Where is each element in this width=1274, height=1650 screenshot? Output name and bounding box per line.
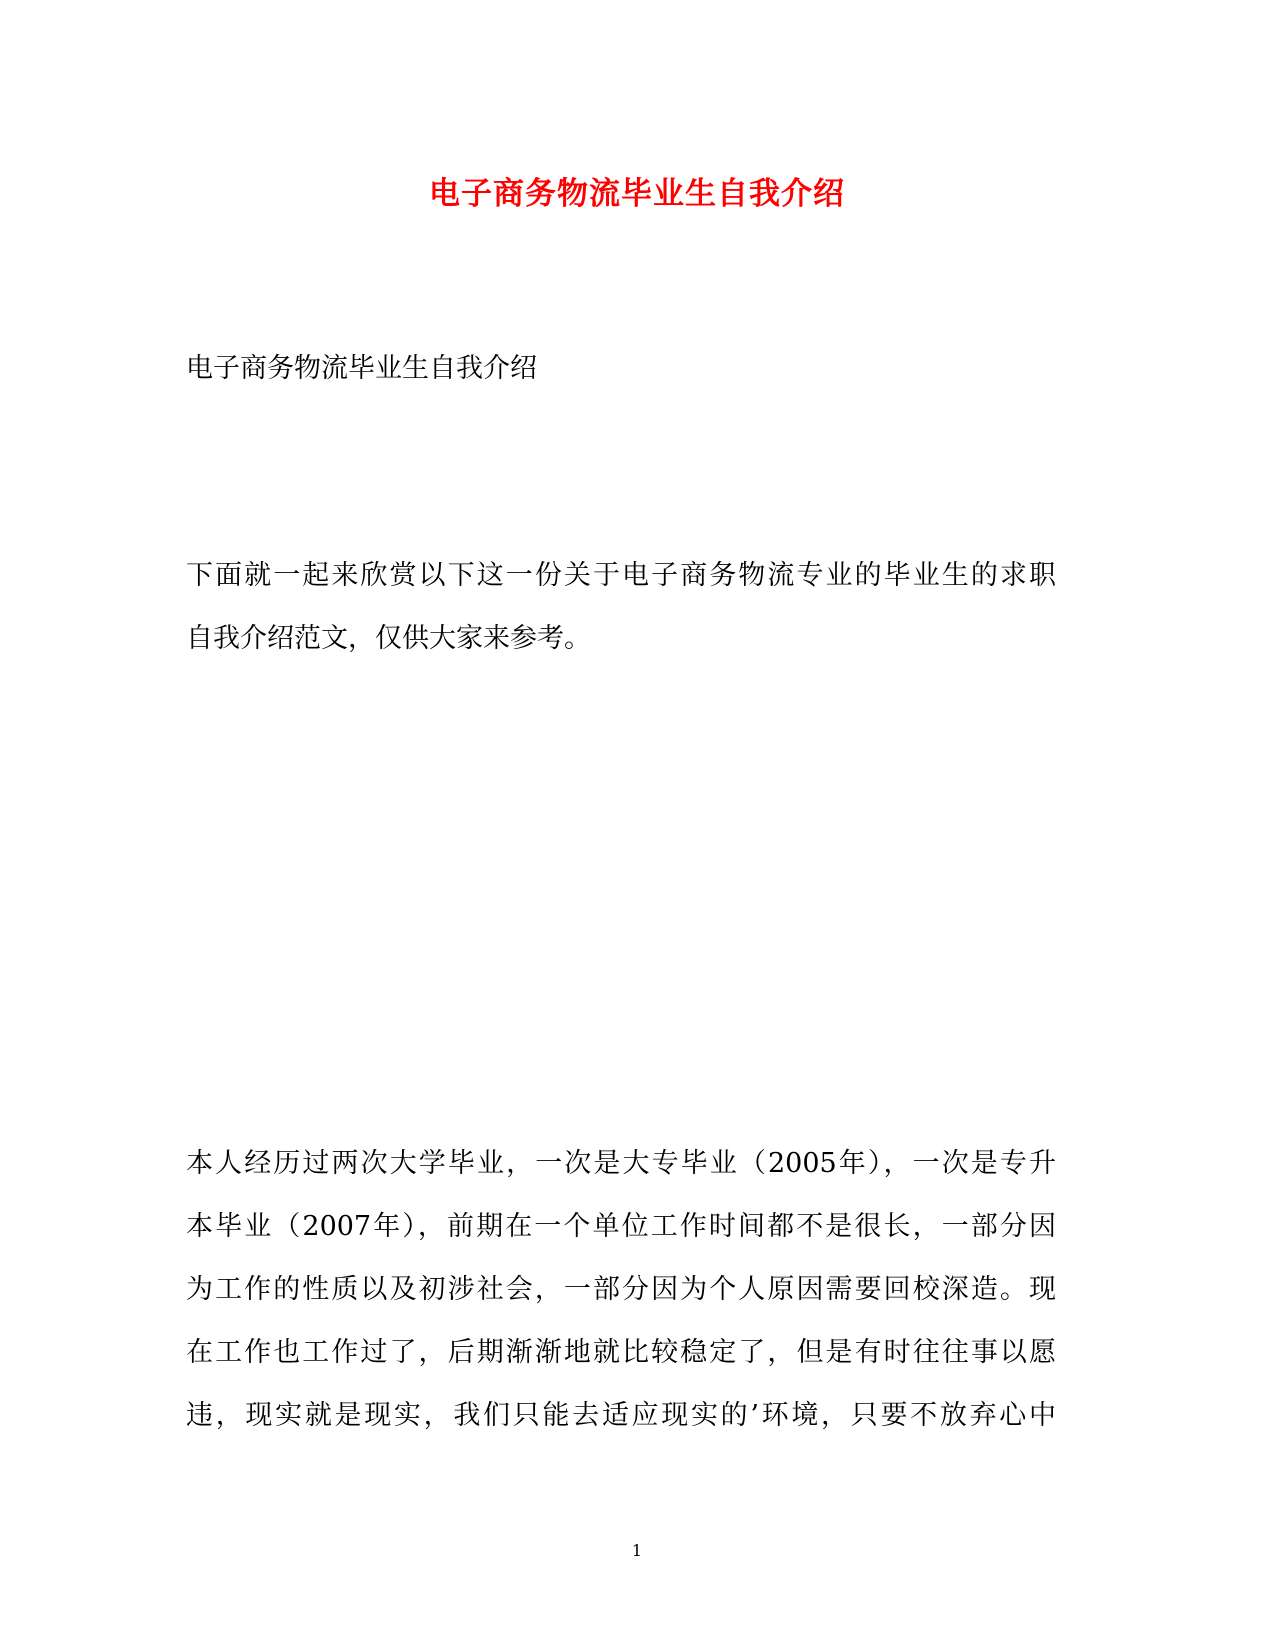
document-subtitle: 电子商务物流毕业生自我介绍 xyxy=(186,353,537,384)
paragraph-line: 在工作也工作过了，后期渐渐地就比较稳定了，但是有时往往事以愿 xyxy=(186,1337,1056,1368)
paragraph-line: 下面就一起来欣赏以下这一份关于电子商务物流专业的毕业生的求职 xyxy=(186,560,1056,591)
paragraph-line: 本人经历过两次大学毕业，一次是大专毕业（2005年），一次是专升 xyxy=(186,1148,1056,1179)
page-number: 1 xyxy=(631,1541,643,1560)
paragraph-line: 违，现实就是现实，我们只能去适应现实的’环境，只要不放弃心中 xyxy=(186,1400,1056,1431)
paragraph-line: 本毕业（2007年），前期在一个单位工作时间都不是很长，一部分因 xyxy=(186,1211,1056,1242)
paragraph-line: 自我介绍范文，仅供大家来参考。 xyxy=(186,623,591,654)
document-title: 电子商务物流毕业生自我介绍 xyxy=(429,176,845,212)
body-paragraph xyxy=(186,1132,1056,1447)
intro-paragraph xyxy=(186,544,1056,670)
paragraph-line: 为工作的性质以及初涉社会，一部分因为个人原因需要回校深造。现 xyxy=(186,1274,1056,1305)
